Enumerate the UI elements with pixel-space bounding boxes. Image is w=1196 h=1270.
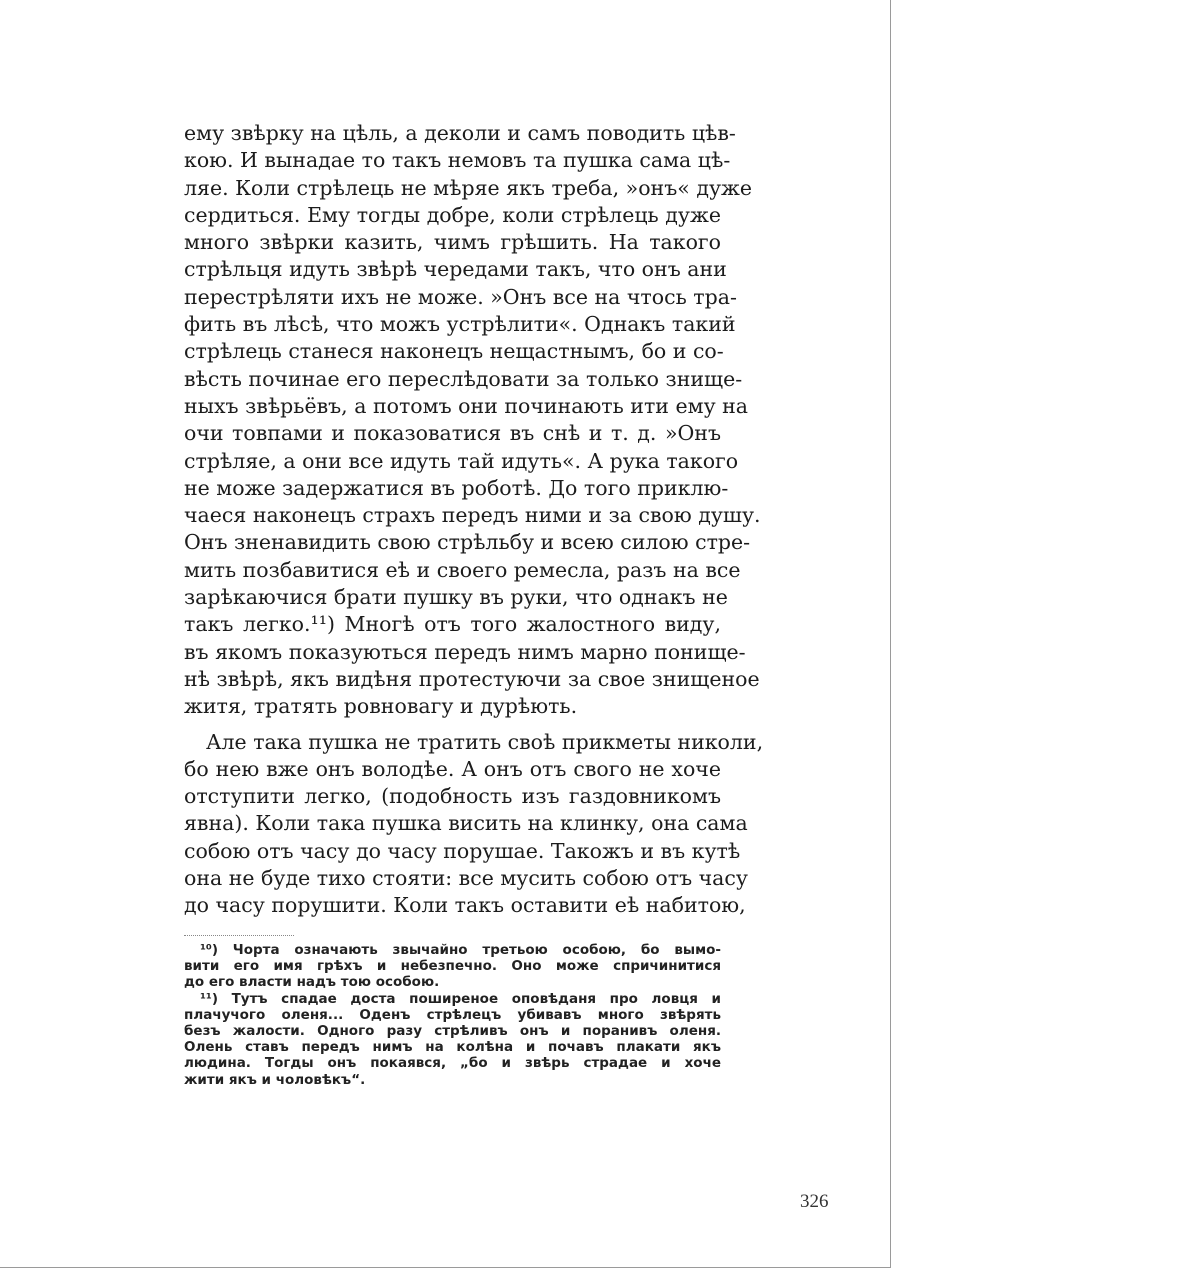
text-line: вѣсть починае его переслѣдовати за только знище- — [184, 366, 743, 391]
text-line: ему звѣрку на цѣль, а деколи и самъ поводить цѣв- — [184, 121, 736, 145]
text-line: явна). Коли така пушка висить на клинку, она сама — [184, 811, 748, 836]
text-line: кою. И вынадае то такъ немовъ та пушка сама цѣ- — [184, 148, 731, 173]
text-line: такъ легко.¹¹) Многѣ отъ того жалостного виду, — [184, 612, 721, 637]
paragraph-1 — [184, 120, 761, 721]
footnote-line: ¹⁰) Чорта означають звычайно третьою особою, бо вымо- — [200, 942, 721, 958]
text-line: сердиться. Ему тогды добре, коли стрѣлець дуже — [184, 202, 721, 227]
text-line: чаеся наконецъ страхъ передъ ними и за свою душу. — [184, 503, 761, 528]
text-line: нѣ звѣрѣ, якъ видѣня протестуючи за свое знищеное — [184, 666, 760, 691]
text-line: ляе. Коли стрѣлець не мѣряе якъ треба, »онъ« дуже — [184, 175, 752, 200]
text-line: житя, тратять ровновагу и дурѣють. — [184, 694, 578, 719]
footnote-line: жити якъ и чоловѣкъ“. — [184, 1071, 366, 1088]
paragraph-2 — [184, 729, 764, 920]
text-line: Онъ зненавидить свою стрѣльбу и всею силою стре- — [184, 530, 751, 555]
footnote-separator — [184, 935, 294, 936]
text-line: не може задержатися въ роботѣ. До того приклю- — [184, 475, 729, 500]
page-number: 326 — [800, 1191, 829, 1212]
text-line: фить въ лѣсѣ, что можъ устрѣлити«. Однакъ такий — [184, 312, 736, 337]
text-line: ныхъ звѣрьёвъ, а потомъ они починають ити ему на — [184, 393, 749, 418]
text-line: отступити легко, (подобность изъ газдовникомъ — [184, 784, 721, 809]
footnote-line: вити его имя грѣхъ и небезпечно. Оно може спричинитися — [184, 958, 721, 975]
body-text — [184, 120, 764, 920]
footnotes — [184, 942, 721, 1088]
text-line: много звѣрки казить, чимъ грѣшить. На такого — [184, 230, 721, 255]
text-line: перестрѣляти ихъ не може. »Онъ все на чтось тра- — [184, 284, 737, 309]
footnote-10 — [184, 942, 721, 991]
text-line: собою отъ часу до часу порушае. Такожъ и въ кутѣ — [184, 838, 741, 863]
text-line: бо нею вже онъ володѣе. А онъ отъ свого не хоче — [184, 756, 721, 781]
footnote-line: до его власти надъ тою особою. — [184, 974, 440, 991]
text-line: до часу порушити. Коли такъ оставити еѣ набитою, — [184, 893, 746, 918]
text-line: въ якомъ показуються передъ нимъ марно понище- — [184, 639, 746, 664]
text-line: Але така пушка не тратить своѣ прикметы николи, — [206, 729, 764, 754]
footnote-line: плачучого оленя... Оденъ стрѣлецъ убивавъ много звѣрять — [184, 1006, 721, 1023]
text-line: мить позбавитися еѣ и своего ремесла, разъ на все — [184, 557, 741, 582]
text-line: зарѣкаючися брати пушку въ руки, что однакъ не — [184, 585, 728, 610]
footnote-11 — [184, 991, 721, 1088]
text-line: стрѣльця идуть звѣрѣ чередами такъ, что онъ ани — [184, 257, 727, 282]
text-line: она не буде тихо стояти: все мусить собою отъ часу — [184, 866, 748, 891]
footnote-line: ¹¹) Тутъ спадае доста поширеное оповѣданя про ловця и — [200, 990, 721, 1007]
text-line: стрѣляе, а они все идуть тай идуть«. А рука такого — [184, 448, 739, 473]
footnote-line: Олень ставъ передъ нимъ на колѣна и почавъ плакати якъ — [184, 1039, 721, 1056]
footnote-line: безъ жалости. Одного разу стрѣливъ онъ и поранивъ оленя. — [184, 1023, 721, 1040]
text-line: стрѣлець станеся наконецъ нещастнымъ, бо и со- — [184, 339, 724, 364]
text-line: очи товпами и показоватися въ снѣ и т. д. »Онъ — [184, 421, 721, 446]
footnote-line: людина. Тогды онъ покаявся, „бо и звѣрь страдае и хоче — [184, 1055, 721, 1072]
